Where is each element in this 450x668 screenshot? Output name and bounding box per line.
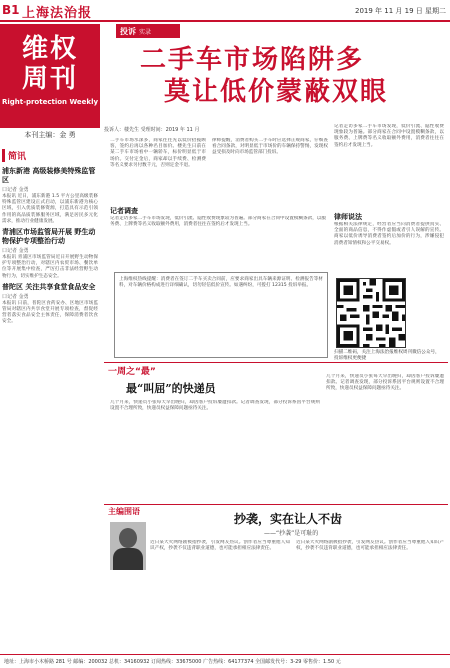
weekly-banner <box>0 24 100 128</box>
weekly-most-tag: 一周之“最” <box>108 367 156 377</box>
main-headline <box>140 44 440 108</box>
brief-author: 口记者 金勇 <box>2 248 29 255</box>
brief-title: 青浦区市场监管局开展 野生动物保护专项整治行动 <box>2 228 96 246</box>
editorial-subhead: ——“抄袭”是可耻的 <box>264 530 319 537</box>
subheading: 律师说法 <box>334 213 362 221</box>
editor-note-tag: 主编围语 <box>108 506 158 520</box>
article-body: 记者走访多家二手车市场发现，低价引流、隐性收费现象较为普遍。部分商家在合同中设置模糊条款，以服务费、上牌费等名义收取额外费用，消费者往往在签约后才发现上当。 <box>334 124 444 148</box>
author-portrait <box>110 522 146 570</box>
complaint-tag <box>116 24 180 38</box>
editor-credit: 本刊主编：金 勇 <box>24 131 76 139</box>
article-body: 律师提醒，消费者购买二手车时应选择正规商家，仔细查看合同条款，对明显低于市场价的车辆保持警惕，发现权益受损及时向市场监管部门投诉。 <box>212 138 328 156</box>
article-body: 记者走访多家二手车市场发现，低价引流、隐性收费现象较为普遍。部分商家在合同中设置模糊条款，以服务费、上牌费等名义收取额外费用，消费者往往在签约后才发现上当。 <box>110 216 326 228</box>
issue-date: 2019 年 11 月 19 日 星期二 <box>355 7 446 15</box>
banner-english: Right-protection Weekly <box>1 98 99 106</box>
article-body: 几个月来，快递员小张每天早出晚归，却因客户投诉屡遭扣款。记者调查发现，部分投诉系因平台规则设置不合理所致，快递员权益保障问题亟待关注。 <box>110 400 320 412</box>
section-divider <box>104 504 448 505</box>
qr-code <box>336 278 406 348</box>
tips-box: 上海维权热线提醒：消费者在签订二手车买卖合同前，应要求商家出具车辆来源证明、检测报告等材料，对车辆价格构成进行详细确认，切勿轻信低价宣传。如遇纠纷，可拨打 12315 投诉举报。 <box>114 272 328 358</box>
section-divider <box>104 362 448 363</box>
editorial-headline: 抄袭，实在让人不齿 <box>234 512 343 526</box>
subheading: 记者调查 <box>110 207 138 215</box>
banner-title-1: 维权 <box>21 34 78 64</box>
brief-author: 口记者 金勇 <box>2 293 29 300</box>
article-body: 近日某大火网络剧被指抄袭，引发网友热议。创作者应当尊重他人知识产权，抄袭不仅违背职业道德，也可能承担相应法律责任。 <box>296 540 444 552</box>
portrait-body <box>113 548 143 570</box>
article-body: 几个月来，快递员小张每天早出晚归，却因客户投诉屡遭扣款。记者调查发现，部分投诉系因平台规则设置不合理所致，快递员权益保障问题亟待关注。 <box>326 374 444 392</box>
portrait-head <box>119 528 137 548</box>
page-header <box>0 0 450 22</box>
banner-title-2: 周刊 <box>21 64 78 94</box>
brief-text: 本报讯 日前，普陀区食药安办、区地区市场监管局对辖区内共享食堂开展专项检查，督促经营者落实食品安全主体责任，保障消费者饮食安全。 <box>2 300 98 325</box>
complaint-tag-sub: 实录 <box>139 29 152 36</box>
brief-column <box>2 144 98 640</box>
complaint-tag-label: 投诉 <box>120 27 136 36</box>
weekly-most-headline: 最“叫屈”的快递员 <box>126 382 216 395</box>
brief-section-tag: 简讯 <box>2 149 26 162</box>
brief-title: 普陀区 关注共享食堂食品安全 <box>2 282 96 291</box>
byline: 投诉人：楼先生 受理时间：2019 年 11 月 <box>104 127 200 133</box>
article-body: 近日某大火网络剧被指抄袭，引发网友热议。创作者应当尊重他人知识产权，抄袭不仅违背职业道德，也可能承担相应法律责任。 <box>150 540 290 552</box>
brief-author: 口记者 金勇 <box>2 187 29 193</box>
qr-caption: 扫描二维码，关注上海法治报维权周刊微信公众号，投诉维权更便捷 <box>334 350 440 361</box>
article-body: 二手车市场水深多，商家往往先以低价招揽顾客，签约后再以各种名目加价。楼先生日前在某二手车市场看中一辆轿车，标价明显低于市场价。交付定金后，商家却以手续费、检测费等名义要求另付数千元，否则定金不退。 <box>110 138 206 168</box>
headline-line-1: 二手车市场陷阱多 <box>140 45 365 75</box>
headline-line-2: 莫让低价蒙蔽双眼 <box>164 77 389 107</box>
paper-logo: 上海法治报 <box>22 6 93 21</box>
article-body: 根据相关法律规定，经营者应当向消费者提供真实、全面的商品信息，不得作虚假或者引人误解的宣传。商家以低价诱导消费者签约后加价的行为，涉嫌侵犯消费者知情权和公平交易权。 <box>334 222 444 246</box>
brief-text: 本报讯 青浦区市场监管局近日开展野生动物保护专项整治行动，对辖区内农贸市场、餐饮单位等开展集中检查，严厉打击非法经营野生动物行为，切实维护生态安全。 <box>2 255 98 279</box>
brief-title: 浦东新港 高级装修美特殊监管区 <box>2 167 96 184</box>
page-number: B1 <box>2 3 20 17</box>
brief-text: 本报讯 近日，浦东新港 1.5 平方公里高级装修特殊监管区建设正式启动，以浦东新港为核心区域，引入优质装修资源，打造具有示范引领作用的高品质装修服务区域，满足居民多元化需求，推动行业健康发展。 <box>2 194 98 224</box>
page-footer: 地址：上海市小木桥路 281 号 邮编：200032 总机：34160932 订阅热线：33675000 广告热线：64177374 全国邮发代号：3-29 零售价：1.50 元 <box>0 654 450 668</box>
